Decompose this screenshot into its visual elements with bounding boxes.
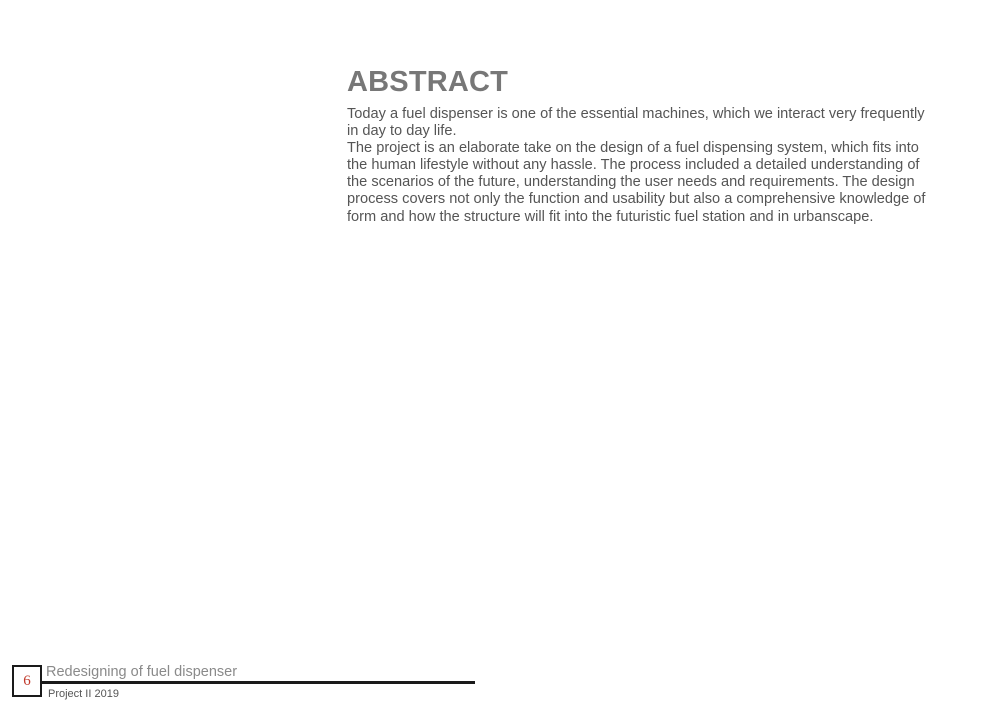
abstract-paragraph-2: The project is an elaborate take on the design of a fuel dispensing system, which fits into the human lifestyle without any hassle. The process included a detailed understanding of the scenarios of the future, understanding the user needs and requirements. The design process covers not only the function and usability but also a comprehensive knowledge of form and how the structure will fit into the futuristic fuel station and in urbanscape. [347, 140, 926, 225]
footer-rule [40, 681, 475, 684]
abstract-body [347, 106, 927, 226]
page-title: ABSTRACT [347, 66, 509, 98]
page-number-box [12, 665, 42, 697]
footer-title: Redesigning of fuel dispenser [46, 664, 238, 680]
page-number: 6 [23, 672, 31, 689]
footer-subtitle: Project II 2019 [48, 688, 119, 700]
abstract-section [347, 62, 927, 226]
abstract-paragraph-1: Today a fuel dispenser is one of the essential machines, which we interact very frequently in day to day life. [347, 106, 925, 140]
